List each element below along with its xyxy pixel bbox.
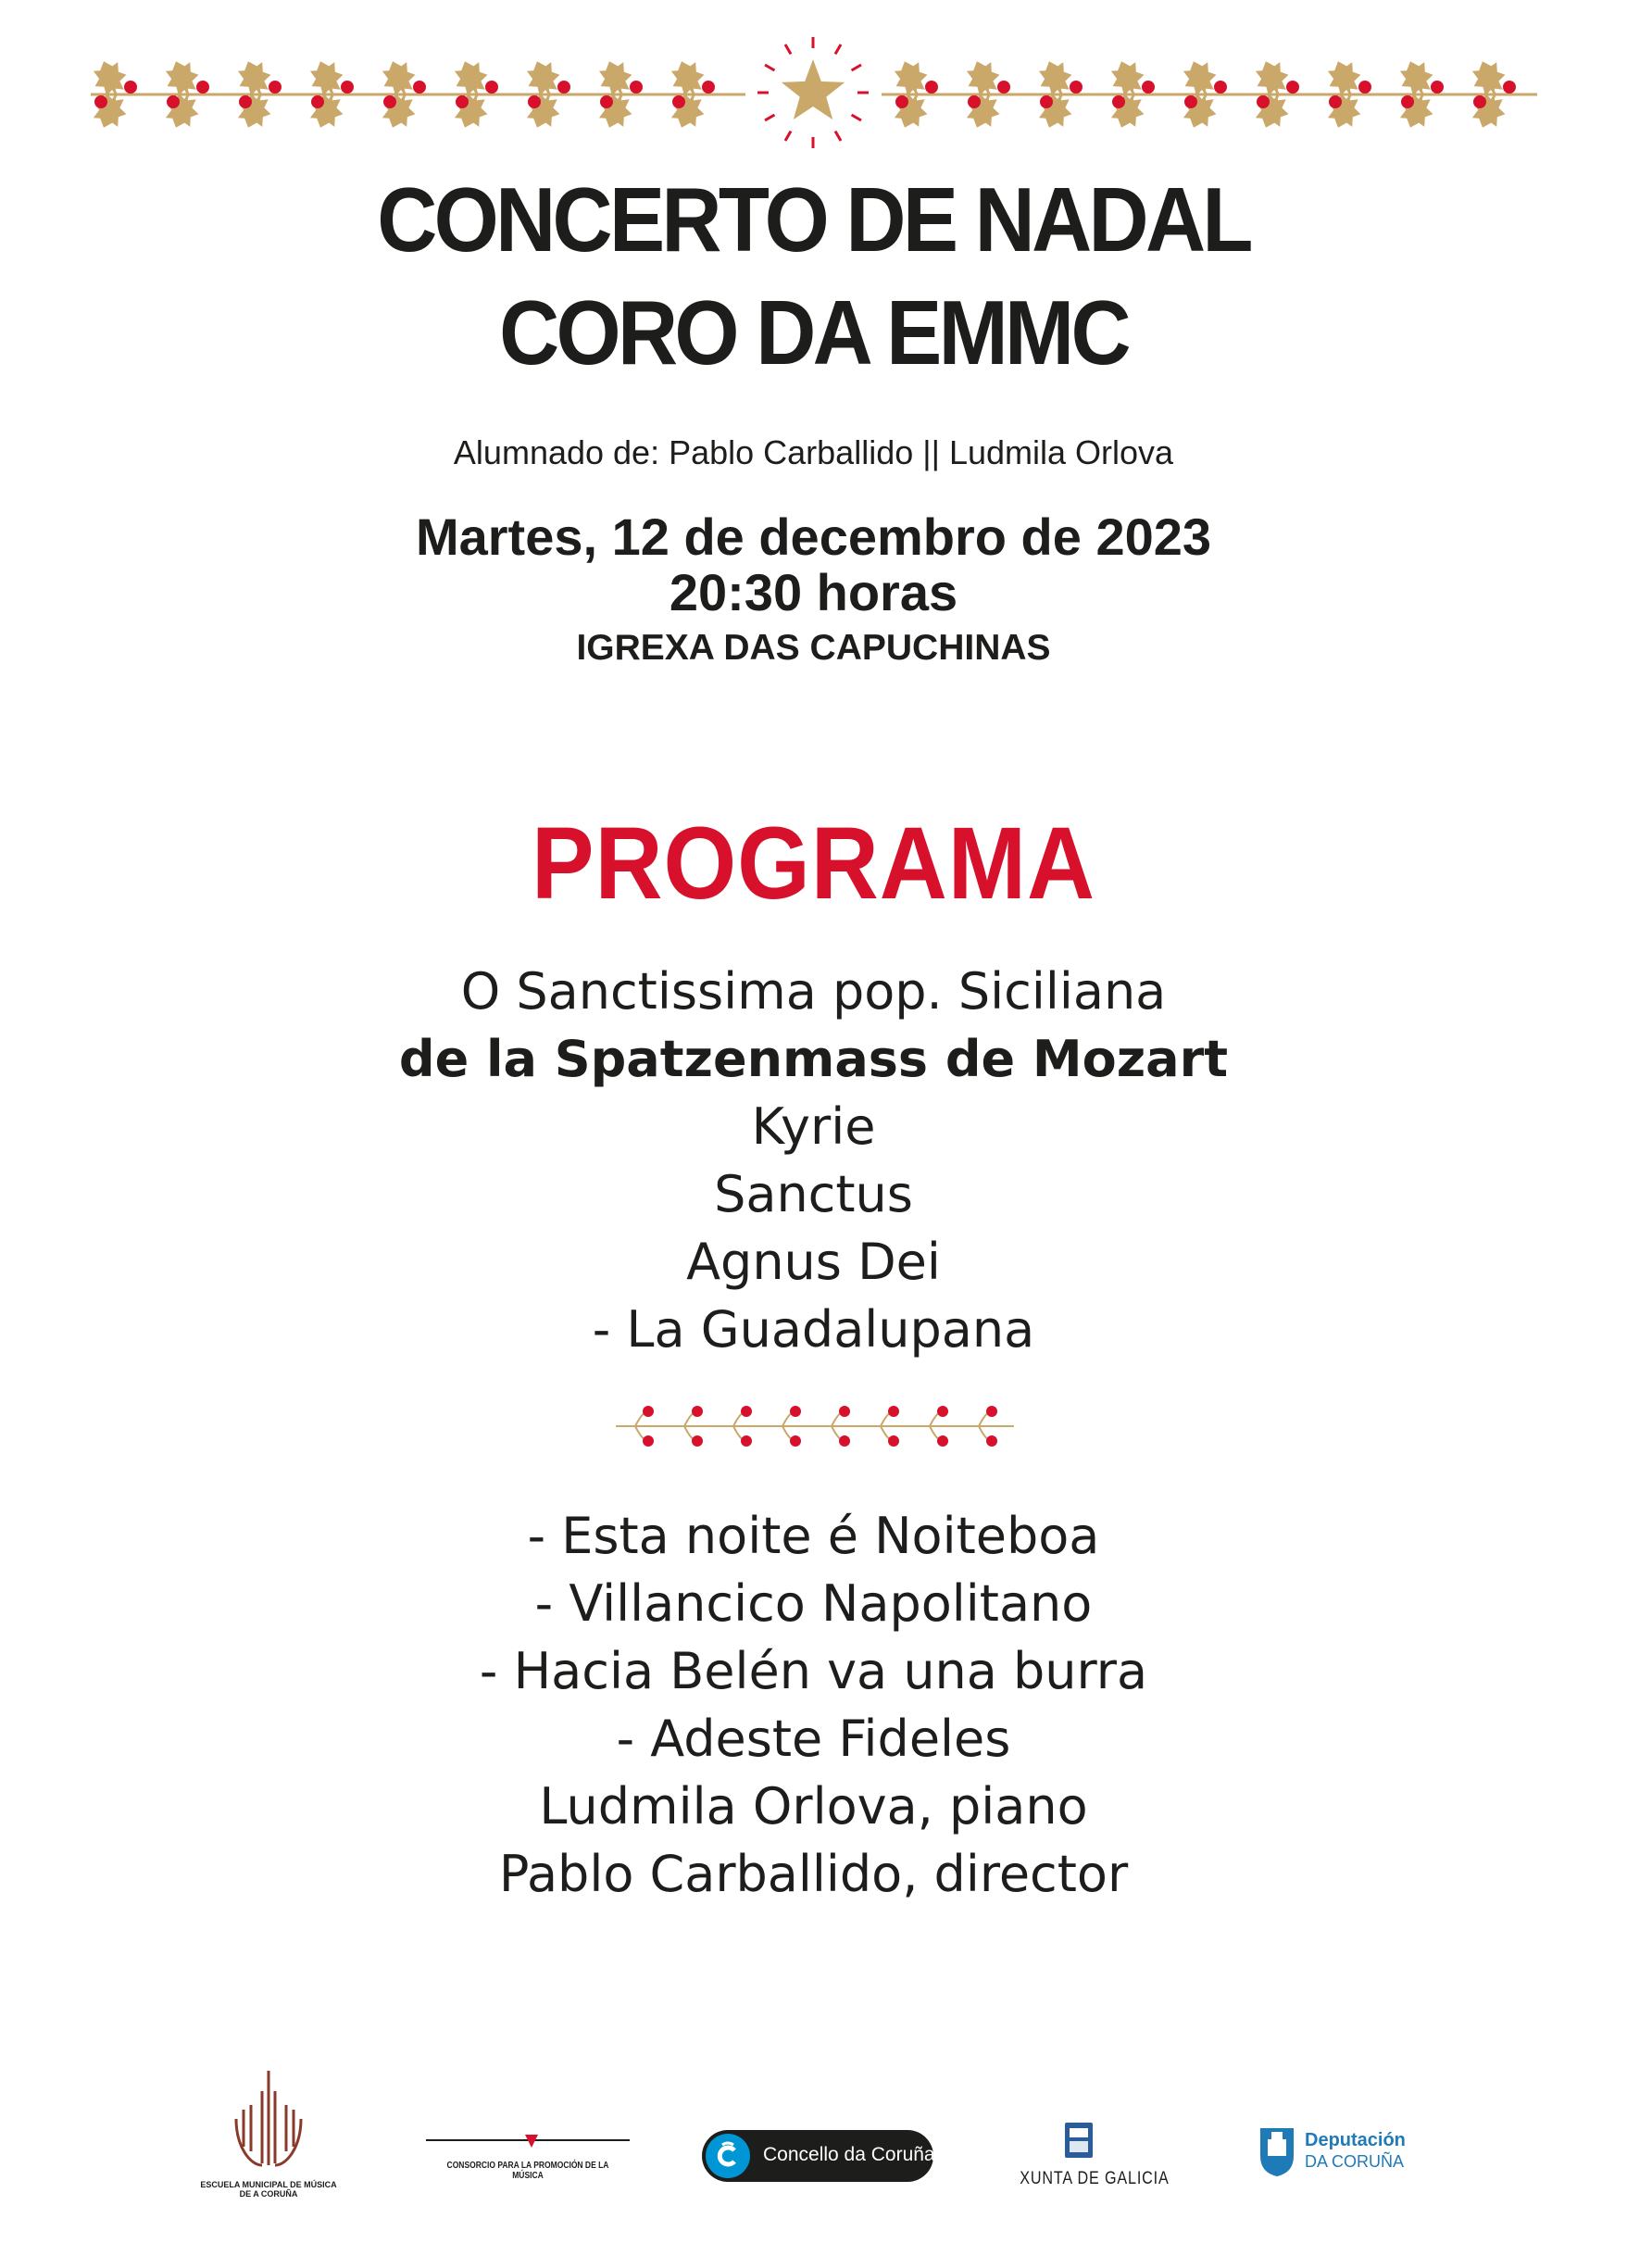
star-icon (757, 37, 869, 148)
star-ray (835, 44, 841, 54)
emm-name-1: ESCUELA MUNICIPAL DE MÚSICA (200, 2180, 337, 2189)
xunta-name: XUNTA DE GALICIA (1020, 2169, 1170, 2188)
title-line-1: CONCERTO DE NADAL (377, 169, 1250, 270)
program-list-part1 (0, 958, 1627, 1363)
star-ray (765, 65, 774, 70)
program-item: - Esta noite é Noiteboa (527, 1507, 1100, 1565)
students-line: Alumnado de: Pablo Carballido || Ludmila Orlova (453, 433, 1174, 471)
program-item: - Hacia Belén va una burra (479, 1642, 1148, 1700)
program-item: - Adeste Fideles (616, 1710, 1011, 1768)
deputacion-shield-icon (1255, 2123, 1299, 2178)
logo-concello-coruna (702, 2130, 933, 2182)
program-item: Kyrie (751, 1097, 876, 1156)
program-item: O Sanctissima pop. Siciliana (460, 962, 1167, 1021)
star-ray (785, 44, 791, 54)
program-item-bold: de la Spatzenmass de Mozart (398, 1030, 1229, 1088)
program-item: Pablo Carballido, director (498, 1845, 1129, 1903)
deputacion-name-1: Deputación (1305, 2130, 1406, 2150)
program-item: - La Guadalupana (592, 1300, 1035, 1359)
berry-divider (611, 1398, 1019, 1454)
star-ray (765, 115, 774, 120)
concert-venue: IGREXA DAS CAPUCHINAS (576, 628, 1051, 668)
program-item: Sanctus (714, 1165, 913, 1223)
xunta-shield-icon (1062, 2121, 1095, 2163)
star-ray (852, 115, 861, 120)
logo-consorcio (426, 2135, 630, 2181)
program-item: - Villancico Napolitano (534, 1574, 1093, 1633)
holly-garland-header (0, 28, 1627, 157)
star-ray (852, 65, 861, 70)
star-ray (785, 132, 791, 141)
concello-c-icon (706, 2134, 750, 2178)
consorcio-name: CONSORCIO PARA LA PROMOCIÓN DE LA MÚSICA (446, 2161, 609, 2181)
logo-xunta-galicia (1009, 2121, 1170, 2189)
programa-heading: PROGRAMA (532, 807, 1095, 921)
program-item: Ludmila Orlova, piano (539, 1777, 1088, 1836)
emm-name-2: DE A CORUÑA (239, 2189, 298, 2199)
deputacion-name-2: DA CORUÑA (1305, 2152, 1405, 2171)
program-list-part2 (0, 1502, 1627, 1908)
title-line-2: CORO DA EMMC (499, 282, 1128, 383)
emm-hands-icon (199, 2063, 338, 2174)
concello-name: Concello da Coruña (763, 2144, 935, 2165)
consorcio-mark-icon (426, 2135, 630, 2155)
star-ray (835, 132, 841, 141)
logo-escuela-municipal-musica (199, 2063, 338, 2199)
program-item: Agnus Dei (686, 1233, 941, 1291)
concert-time: 20:30 horas (669, 563, 958, 621)
concert-date: Martes, 12 de decembro de 2023 (415, 507, 1212, 566)
logo-deputacion-coruna (1255, 2123, 1417, 2178)
